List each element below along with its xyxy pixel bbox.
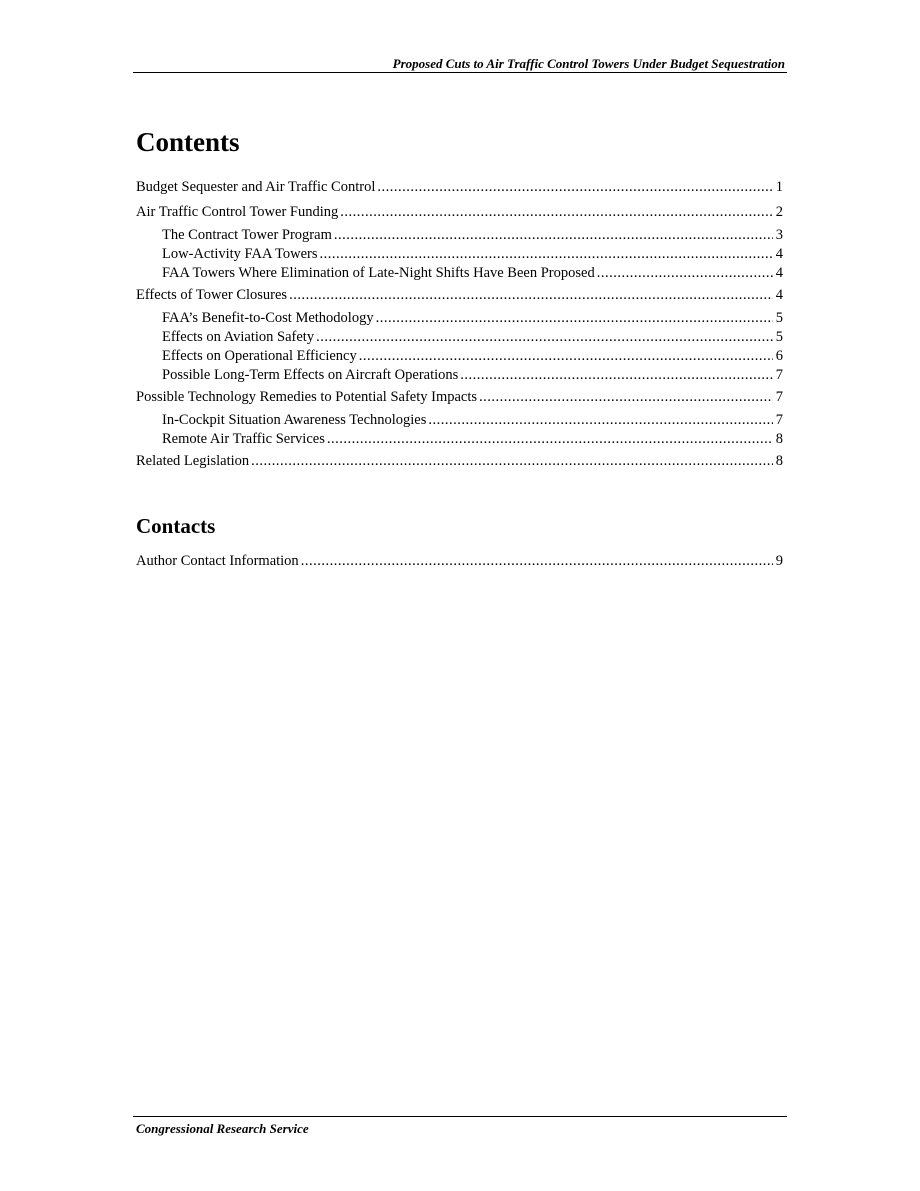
toc-page-number: 9 — [775, 553, 783, 569]
toc-entry-title: Effects on Operational Efficiency — [162, 348, 357, 364]
toc-entry-remote-atc-services[interactable] — [162, 430, 783, 448]
toc-page-number: 8 — [775, 431, 783, 447]
toc-dot-leader — [376, 309, 773, 327]
toc-page-number: 4 — [775, 287, 783, 303]
toc-dot-leader — [479, 388, 773, 406]
toc-dot-leader — [327, 430, 773, 448]
toc-entry-title: Effects on Aviation Safety — [162, 329, 315, 345]
toc-entry-title: FAA’s Benefit-to-Cost Methodology — [162, 310, 374, 326]
header-divider — [133, 72, 787, 73]
toc-entry-title: In-Cockpit Situation Awareness Technologies — [162, 412, 427, 428]
toc-dot-leader — [289, 286, 773, 304]
toc-page-number: 4 — [775, 246, 783, 262]
toc-entry-tower-funding[interactable] — [136, 203, 783, 221]
toc-entry-operational-efficiency[interactable] — [162, 347, 783, 365]
toc-entry-title: Effects of Tower Closures — [136, 287, 288, 303]
toc-entry-title: The Contract Tower Program — [162, 227, 332, 243]
toc-entry-benefit-to-cost[interactable] — [162, 309, 783, 327]
toc-entry-budget-sequester[interactable] — [136, 178, 783, 196]
toc-dot-leader — [359, 347, 773, 365]
toc-dot-leader — [460, 366, 773, 384]
toc-page-number: 7 — [775, 412, 783, 428]
toc-entry-in-cockpit-awareness[interactable] — [162, 411, 783, 429]
toc-entry-title: Air Traffic Control Tower Funding — [136, 204, 339, 220]
toc-page-number: 5 — [775, 310, 783, 326]
toc-entry-effects-of-closures[interactable] — [136, 286, 783, 304]
toc-entry-title: Possible Technology Remedies to Potential Safety Impacts — [136, 389, 478, 405]
toc-dot-leader — [316, 328, 773, 346]
toc-entry-title: Author Contact Information — [136, 553, 299, 569]
running-header-title: Proposed Cuts to Air Traffic Control Towers Under Budget Sequestration — [392, 56, 785, 71]
toc-page-number: 3 — [775, 227, 783, 243]
toc-entry-title: Budget Sequester and Air Traffic Control — [136, 179, 376, 195]
toc-page-number: 4 — [775, 265, 783, 281]
toc-page-number: 8 — [775, 453, 783, 469]
footer-divider — [133, 1116, 787, 1117]
toc-entry-related-legislation[interactable] — [136, 452, 783, 470]
contacts-heading: Contacts — [136, 514, 216, 538]
toc-dot-leader — [428, 411, 773, 429]
toc-dot-leader — [251, 452, 773, 470]
toc-dot-leader — [597, 264, 773, 282]
toc-entry-late-night-shifts[interactable] — [162, 264, 783, 282]
toc-page-number: 1 — [775, 179, 783, 195]
toc-dot-leader — [301, 552, 773, 570]
toc-entry-title: Remote Air Traffic Services — [162, 431, 325, 447]
toc-entry-title: FAA Towers Where Elimination of Late-Night Shifts Have Been Proposed — [162, 265, 595, 281]
toc-page-number: 7 — [775, 389, 783, 405]
toc-entry-long-term-effects[interactable] — [162, 366, 783, 384]
toc-entry-title: Related Legislation — [136, 453, 250, 469]
toc-dot-leader — [377, 178, 773, 196]
toc-page-number: 7 — [775, 367, 783, 383]
running-footer-organization: Congressional Research Service — [136, 1121, 309, 1136]
toc-entry-title: Possible Long-Term Effects on Aircraft Operations — [162, 367, 459, 383]
toc-entry-technology-remedies[interactable] — [136, 388, 783, 406]
toc-entry-author-contact[interactable] — [136, 552, 783, 570]
toc-page-number: 5 — [775, 329, 783, 345]
toc-entry-title: Low-Activity FAA Towers — [162, 246, 318, 262]
toc-page-number: 6 — [775, 348, 783, 364]
toc-page-number: 2 — [775, 204, 783, 220]
toc-dot-leader — [334, 226, 773, 244]
toc-entry-low-activity-towers[interactable] — [162, 245, 783, 263]
contents-heading: Contents — [136, 127, 240, 157]
toc-dot-leader — [340, 203, 773, 221]
toc-entry-contract-tower-program[interactable] — [162, 226, 783, 244]
toc-dot-leader — [320, 245, 773, 263]
toc-entry-aviation-safety[interactable] — [162, 328, 783, 346]
